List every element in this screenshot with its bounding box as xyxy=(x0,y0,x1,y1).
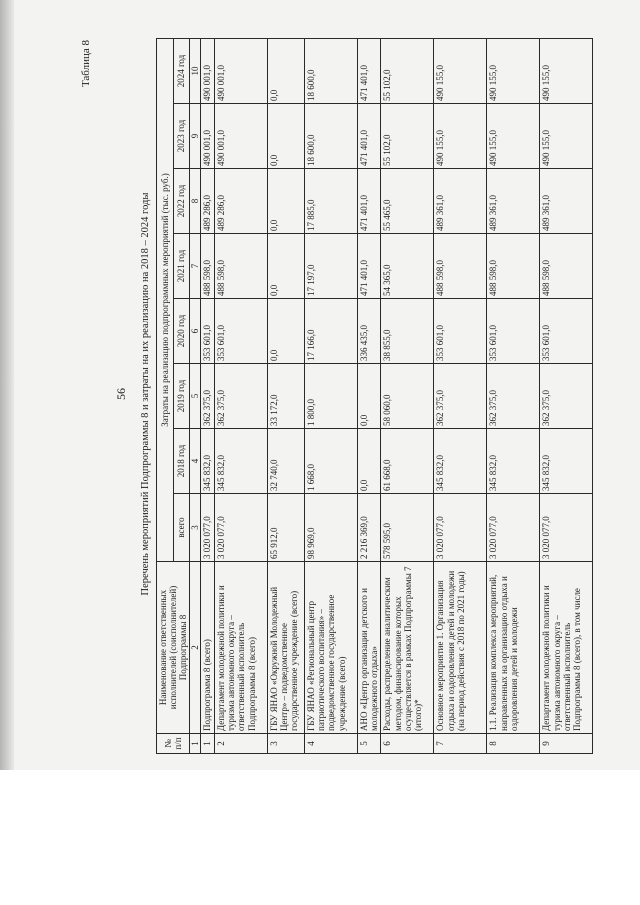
row-value: 353 601,0 xyxy=(201,299,215,364)
header-year: 2023 год xyxy=(173,104,190,169)
row-value: 490 001,0 xyxy=(201,39,215,104)
row-value: 17 166,0 xyxy=(305,299,358,364)
row-value: 55 102,0 xyxy=(381,39,434,104)
row-value: 353 601,0 xyxy=(215,299,268,364)
row-value: 489 286,0 xyxy=(215,169,268,234)
row-value: 65 912,0 xyxy=(268,494,305,562)
table-label: Таблица 8 xyxy=(80,40,92,88)
row-number: 4 xyxy=(305,734,358,754)
table-row xyxy=(381,39,434,754)
row-value: 362 375,0 xyxy=(201,364,215,429)
row-name: Департамент молодежной политики и туризма автономного округа – ответственный исполнитель Подпрограммы 8 (всего), в том числе xyxy=(540,562,593,734)
row-value: 489 286,0 xyxy=(201,169,215,234)
row-value: 61 668,0 xyxy=(381,429,434,494)
column-number: 2 xyxy=(190,562,201,734)
column-number-row xyxy=(190,39,201,754)
row-number: 7 xyxy=(434,734,487,754)
row-value: 3 020 077,0 xyxy=(201,494,215,562)
table-row xyxy=(268,39,305,754)
row-value: 488 598,0 xyxy=(540,234,593,299)
row-value: 490 155,0 xyxy=(540,104,593,169)
header-year: 2019 год xyxy=(173,364,190,429)
table-row xyxy=(487,39,540,754)
header-year: 2024 год xyxy=(173,39,190,104)
row-value: 17 197,0 xyxy=(305,234,358,299)
row-value: 471 401,0 xyxy=(358,169,381,234)
row-value: 0,0 xyxy=(268,299,305,364)
row-value: 362 375,0 xyxy=(434,364,487,429)
row-name: ГБУ ЯНАО «Региональный центр патриотического воспитания» – подведомственное государственное учреждение (всего) xyxy=(305,562,358,734)
column-number: 3 xyxy=(190,494,201,562)
table-row xyxy=(305,39,358,754)
row-number: 6 xyxy=(381,734,434,754)
row-value: 2 216 369,0 xyxy=(358,494,381,562)
row-name: Расходы, распределение аналитическим методом, финансирование которых осуществляется в рамках Подпрограммы 7 (итого)* xyxy=(381,562,434,734)
row-value: 471 401,0 xyxy=(358,104,381,169)
row-value: 488 598,0 xyxy=(201,234,215,299)
row-value: 345 832,0 xyxy=(434,429,487,494)
row-value: 353 601,0 xyxy=(487,299,540,364)
table-caption: Перечень мероприятий Подпрограммы 8 и затраты на их реализацию на 2018 – 2024 годы xyxy=(140,192,151,596)
row-value: 489 361,0 xyxy=(487,169,540,234)
row-name: Подпрограмма 8 (всего) xyxy=(201,562,215,734)
page-edge-shadow xyxy=(0,0,14,770)
row-value: 336 435,0 xyxy=(358,299,381,364)
row-value: 38 855,0 xyxy=(381,299,434,364)
row-value: 490 155,0 xyxy=(434,104,487,169)
row-value: 32 740,0 xyxy=(268,429,305,494)
column-number: 10 xyxy=(190,39,201,104)
rotated-document xyxy=(80,34,640,754)
row-value: 490 001,0 xyxy=(215,39,268,104)
row-value: 54 365,0 xyxy=(381,234,434,299)
row-value: 471 401,0 xyxy=(358,39,381,104)
column-number: 8 xyxy=(190,169,201,234)
row-value: 362 375,0 xyxy=(487,364,540,429)
row-number: 9 xyxy=(540,734,593,754)
row-value: 362 375,0 xyxy=(215,364,268,429)
column-number: 1 xyxy=(190,734,201,754)
row-value: 488 598,0 xyxy=(487,234,540,299)
row-value: 17 885,0 xyxy=(305,169,358,234)
column-number: 4 xyxy=(190,429,201,494)
table-row xyxy=(201,39,215,754)
row-name: АНО «Центр организации детского и молодежного отдыха» xyxy=(358,562,381,734)
header-year: 2021 год xyxy=(173,234,190,299)
row-number: 3 xyxy=(268,734,305,754)
row-name: 1.1. Реализация комплекса мероприятий, направленных на организацию отдыха и оздоровления детей и молодежи xyxy=(487,562,540,734)
header-year: 2020 год xyxy=(173,299,190,364)
header-year: 2022 год xyxy=(173,169,190,234)
header-total: всего xyxy=(173,494,190,562)
row-value: 0,0 xyxy=(268,39,305,104)
costs-table xyxy=(156,38,593,754)
row-number: 2 xyxy=(215,734,268,754)
row-value: 18 600,0 xyxy=(305,39,358,104)
row-name: Департамент молодежной политики и туризма автономного округа – ответственный исполнитель Подпрограммы 8 (всего) xyxy=(215,562,268,734)
row-value: 490 155,0 xyxy=(487,39,540,104)
row-value: 488 598,0 xyxy=(434,234,487,299)
table-row xyxy=(358,39,381,754)
table-row xyxy=(215,39,268,754)
row-value: 0,0 xyxy=(358,364,381,429)
row-value: 353 601,0 xyxy=(540,299,593,364)
page-number: 56 xyxy=(114,388,128,400)
row-value: 0,0 xyxy=(358,429,381,494)
row-number: 5 xyxy=(358,734,381,754)
row-value: 489 361,0 xyxy=(434,169,487,234)
row-name: Основное мероприятие 1. Организация отдыха и оздоровления детей и молодежи (на период действия с 2018 по 2021 годы) xyxy=(434,562,487,734)
row-value: 345 832,0 xyxy=(540,429,593,494)
header-year: 2018 год xyxy=(173,429,190,494)
row-value: 33 172,0 xyxy=(268,364,305,429)
row-value: 3 020 077,0 xyxy=(434,494,487,562)
row-value: 18 600,0 xyxy=(305,104,358,169)
column-number: 5 xyxy=(190,364,201,429)
row-number: 1 xyxy=(201,734,215,754)
row-value: 58 060,0 xyxy=(381,364,434,429)
header-name: Наименование ответственных исполнителей (соисполнителей) Подпрограммы 8 xyxy=(157,562,190,734)
table-row xyxy=(434,39,487,754)
row-value: 353 601,0 xyxy=(434,299,487,364)
row-value: 3 020 077,0 xyxy=(487,494,540,562)
row-value: 490 155,0 xyxy=(540,39,593,104)
row-value: 489 361,0 xyxy=(540,169,593,234)
row-value: 345 832,0 xyxy=(201,429,215,494)
row-value: 55 102,0 xyxy=(381,104,434,169)
row-value: 490 155,0 xyxy=(487,104,540,169)
row-value: 3 020 077,0 xyxy=(540,494,593,562)
header-num: № п/п xyxy=(157,734,190,754)
row-value: 490 001,0 xyxy=(201,104,215,169)
column-number: 7 xyxy=(190,234,201,299)
row-value: 362 375,0 xyxy=(540,364,593,429)
column-number: 6 xyxy=(190,299,201,364)
row-value: 578 595,0 xyxy=(381,494,434,562)
row-name: ГБУ ЯНАО «Окружной Молодежный Центр» – подведомственное государственное учреждение (всего) xyxy=(268,562,305,734)
row-value: 488 598,0 xyxy=(215,234,268,299)
row-number: 8 xyxy=(487,734,540,754)
row-value: 490 155,0 xyxy=(434,39,487,104)
header-costs: Затраты на реализацию подпрограммных мероприятий (тыс. руб.) xyxy=(157,39,174,562)
row-value: 345 832,0 xyxy=(215,429,268,494)
row-value: 490 001,0 xyxy=(215,104,268,169)
row-value: 98 969,0 xyxy=(305,494,358,562)
row-value: 55 465,0 xyxy=(381,169,434,234)
column-number: 9 xyxy=(190,104,201,169)
row-value: 0,0 xyxy=(268,104,305,169)
row-value: 1 668,0 xyxy=(305,429,358,494)
row-value: 0,0 xyxy=(268,234,305,299)
row-value: 471 401,0 xyxy=(358,234,381,299)
row-value: 0,0 xyxy=(268,169,305,234)
row-value: 1 800,0 xyxy=(305,364,358,429)
row-value: 345 832,0 xyxy=(487,429,540,494)
table-row xyxy=(540,39,593,754)
row-value: 3 020 077,0 xyxy=(215,494,268,562)
